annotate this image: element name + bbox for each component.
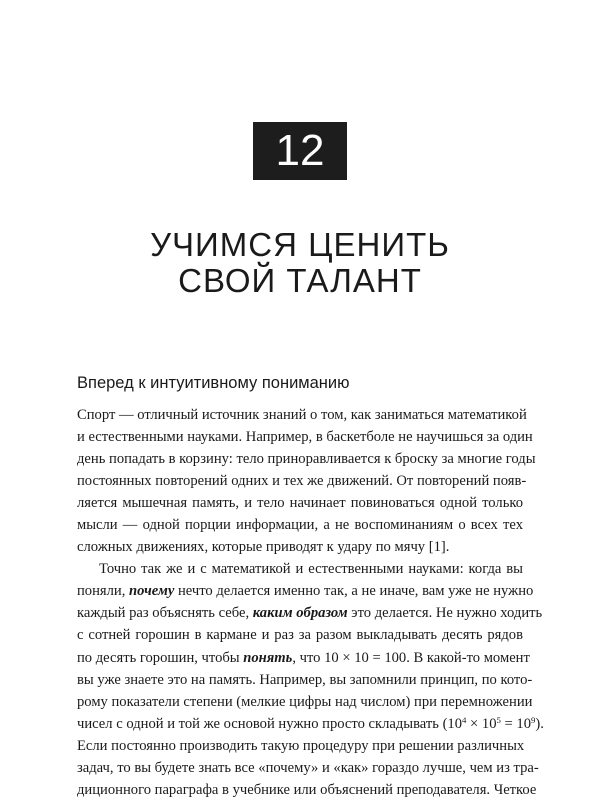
text-run: = 10 (500, 715, 532, 732)
chapter-title-line-1: УЧИМСЯ ЦЕНИТЬ (150, 226, 450, 263)
paragraph-1-line: Спорт — отличный источник знаний о том, как заниматься математикой (77, 407, 527, 423)
exponent: 9 (531, 714, 536, 725)
text-run: × 10 (466, 715, 497, 732)
text-run: это делается. Не нужно ходить (347, 605, 543, 622)
text-run: поняли, (77, 583, 130, 600)
paragraph-2-line (77, 713, 544, 735)
paragraph-2-line: рому показатели степени (мелкие цифры над числом) при перемножении (77, 693, 533, 710)
paragraph-1-line: ляется мышечная память, и тело начинает повиноваться одной только (77, 495, 523, 512)
paragraph-2-line: Если постоянно производить такую процедуру при решении различных (77, 737, 525, 754)
paragraph-2-line: диционного параграфа в учебнике или объяснений преподавателя. Четкое (77, 781, 537, 798)
paragraph-1-line: мысли — одной порции информации, а не воспоминаниям о всех тех (77, 517, 523, 534)
paragraph-2-line (77, 602, 543, 624)
text-run: по десять горошин, чтобы (77, 649, 244, 666)
paragraph-2-line (77, 580, 534, 602)
section-heading: Вперед к интуитивному пониманию (77, 374, 350, 392)
paragraph-1-line: сложных движениях, которые приводят к удару по мячу [1]. (77, 539, 450, 556)
paragraph-2-line: вы уже знаете это на память. Например, вы запомнили принцип, по кото- (77, 671, 533, 688)
body-text (77, 404, 544, 801)
text-run: каждый раз объяснять себе, (77, 605, 253, 622)
emphasis: почему (129, 583, 175, 600)
chapter-number: 12 (275, 126, 325, 175)
chapter-title-line-2: СВОЙ ТАЛАНТ (178, 262, 422, 299)
paragraph-2-line: задач, то вы будете знать все «почему» и «как» гораздо лучше, чем из тра- (77, 759, 539, 776)
paragraph-2-line: Точно так же и с математикой и естественными науками: когда вы (99, 561, 523, 578)
text-run: , что 10 × 10 = 100. В какой-то момент (292, 649, 530, 666)
text-run: нечто делается именно так, а не иначе, вам уже не нужно (174, 583, 534, 600)
emphasis: понять (243, 649, 293, 666)
paragraph-1-line: и естественными науками. Например, в баскетболе не научишься за один (77, 429, 533, 446)
paragraph-2-line (77, 647, 530, 669)
exponent: 4 (462, 714, 467, 725)
paragraph-1-line: постоянных повторений одних и тех же движений. От повторений появ- (77, 473, 527, 490)
exponent: 5 (496, 714, 501, 725)
text-run: чисел с одной и той же основой нужно просто складывать (10 (77, 715, 463, 732)
paragraph-1-line: день попадать в корзину: тело приноравливается к броску за многие годы (77, 451, 536, 468)
text-run: ). (535, 715, 544, 732)
paragraph-2-line: с сотней горошин в кармане и раз за разом выкладывать десять рядов (77, 627, 523, 644)
emphasis: каким образом (252, 605, 348, 622)
chapter-number-box (253, 122, 347, 180)
